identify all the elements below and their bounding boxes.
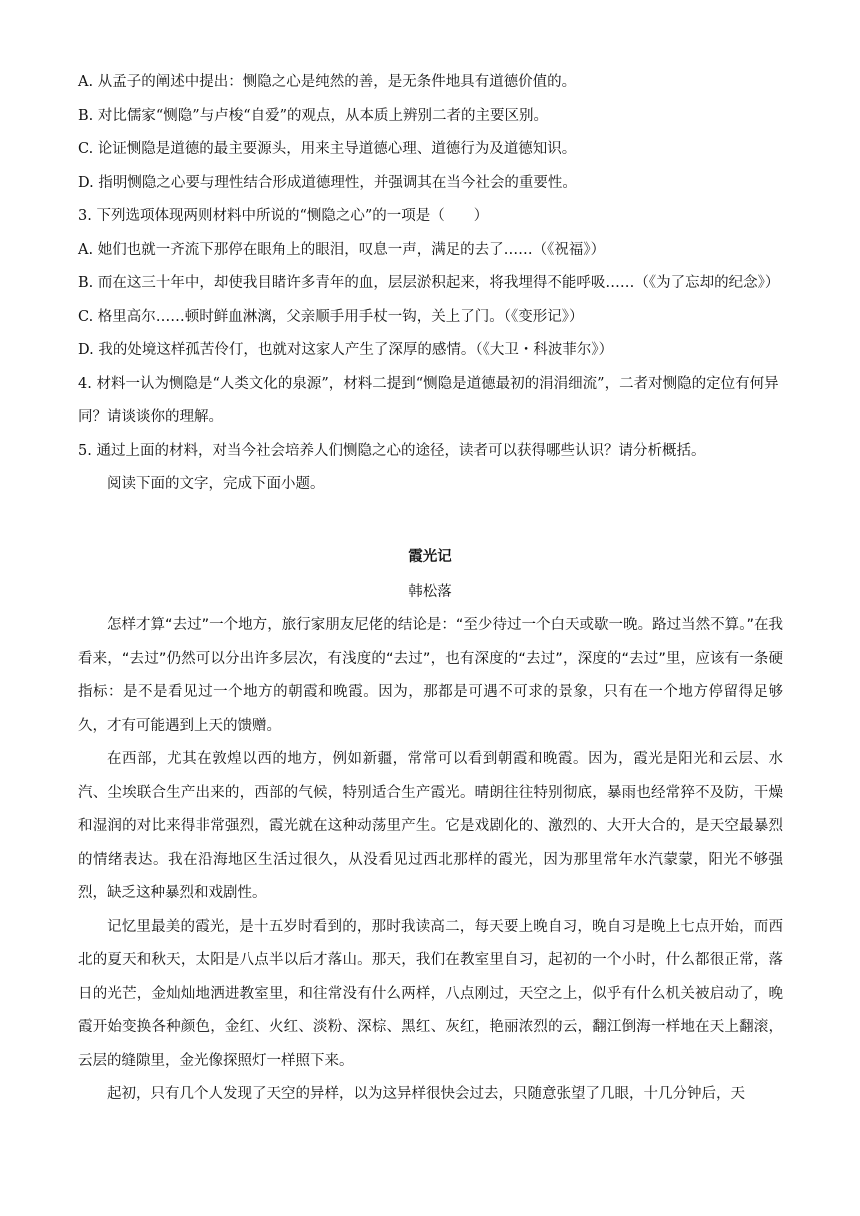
q2-option-d: D. 指明恻隐之心要与理性结合形成道德理性，并强调其在当今社会的重要性。 [78, 174, 577, 191]
q3-option-c: C. 格里高尔……顿时鲜血淋漓，父亲顺手用手杖一钩，关上了门。（《变形记》） [78, 308, 584, 325]
question-section [78, 66, 783, 502]
q3-option-d: D. 我的处境这样孤苦伶仃，也就对这家人产生了深厚的感情。（《大卫・科波菲尔》） [78, 342, 614, 358]
q2-option-b: B. 对比儒家“恻隐”与卢梭“自爱”的观点，从本质上辨别二者的主要区别。 [78, 107, 549, 124]
article-body [78, 609, 783, 1112]
q4-stem: 4. 材料一认为恻隐是“人类文化的泉源”，材料二提到“恻隐是道德最初的涓涓细流”，二者对恻隐的定位有何异同？请谈谈你的理解。 [78, 375, 779, 425]
article-paragraph: 记忆里最美的霞光，是十五岁时看到的，那时我读高二，每天要上晚自习，晚自习是晚上七点开始，而西北的夏天和秋天，太阳是八点半以后才落山。那天，我们在教室里自习，起初的一个小时，什么都很正常，落日的光芒，金灿灿地洒进教室里，和往常没有什么两样，八点刚过，天空之上，似乎有什么机关被启动了，晚霞开始变换各种颜色，金红、火红、淡粉、深棕、黑红、灰红，艳丽浓烈的云，翻江倒海一样地在天上翻滚，云层的缝隙里，金光像探照灯一样照下来。 [78, 918, 783, 1069]
article-paragraph: 怎样才算“去过”一个地方，旅行家朋友尼佬的结论是：“至少待过一个白天或歇一晚。路过当然不算。”在我看来，“去过”仍然可以分出许多层次，有浅度的“去过”，也有深度的“去过”，深度的“去过”里，应该有一条硬指标：是不是看见过一个地方的朝霞和晚霞。因为，那都是可遇不可求的景象，只有在一个地方停留得足够久，才有可能遇到上天的馈赠。 [78, 617, 783, 734]
q3-option-a: A. 她们也就一齐流下那停在眼角上的眼泪，叹息一声，满足的去了……（《祝福》） [78, 241, 606, 258]
article-paragraph: 起初，只有几个人发现了天空的异样，以为这异样很快会过去，只随意张望了几眼，十几分钟后，天 [107, 1086, 745, 1102]
article-author: 韩松落 [408, 584, 452, 600]
q3-stem: 3. 下列选项体现两则材料中所说的“恻隐之心”的一项是（ ） [78, 208, 489, 224]
q2-option-c: C. 论证恻隐是道德的最主要源头，用来主导道德心理、道德行为及道德知识。 [78, 141, 577, 157]
article-paragraph: 在西部，尤其在敦煌以西的地方，例如新疆，常常可以看到朝霞和晚霞。因为，霞光是阳光和云层、水汽、尘埃联合生产出来的，西部的气候，特别适合生产霞光。晴朗往往特别彻底，暴雨也经常猝不及防，干燥和湿润的对比来得非常强烈，霞光就在这种动荡里产生。它是戏剧化的、激烈的、大开大合的，是天空最暴烈的情绪表达。我在沿海地区生活过很久，从没看见过西北那样的霞光，因为那里常年水汽蒙蒙，阳光不够强烈，缺乏这种暴烈和戏剧性。 [78, 751, 783, 901]
q2-option-a: A. 从孟子的阐述中提出：恻隐之心是纯然的善，是无条件地具有道德价值的。 [78, 74, 577, 90]
reading-intro: 阅读下面的文字，完成下面小题。 [107, 476, 325, 492]
q5-stem: 5. 通过上面的材料，对当今社会培养人们恻隐之心的途径，读者可以获得哪些认识？请分析概括。 [78, 442, 706, 459]
article-title: 霞光记 [408, 548, 452, 565]
q3-option-b: B. 而在这三十年中，却使我目睹许多青年的血，层层淤积起来，将我埋得不能呼吸……（《为了忘却的纪念》） [78, 275, 780, 291]
